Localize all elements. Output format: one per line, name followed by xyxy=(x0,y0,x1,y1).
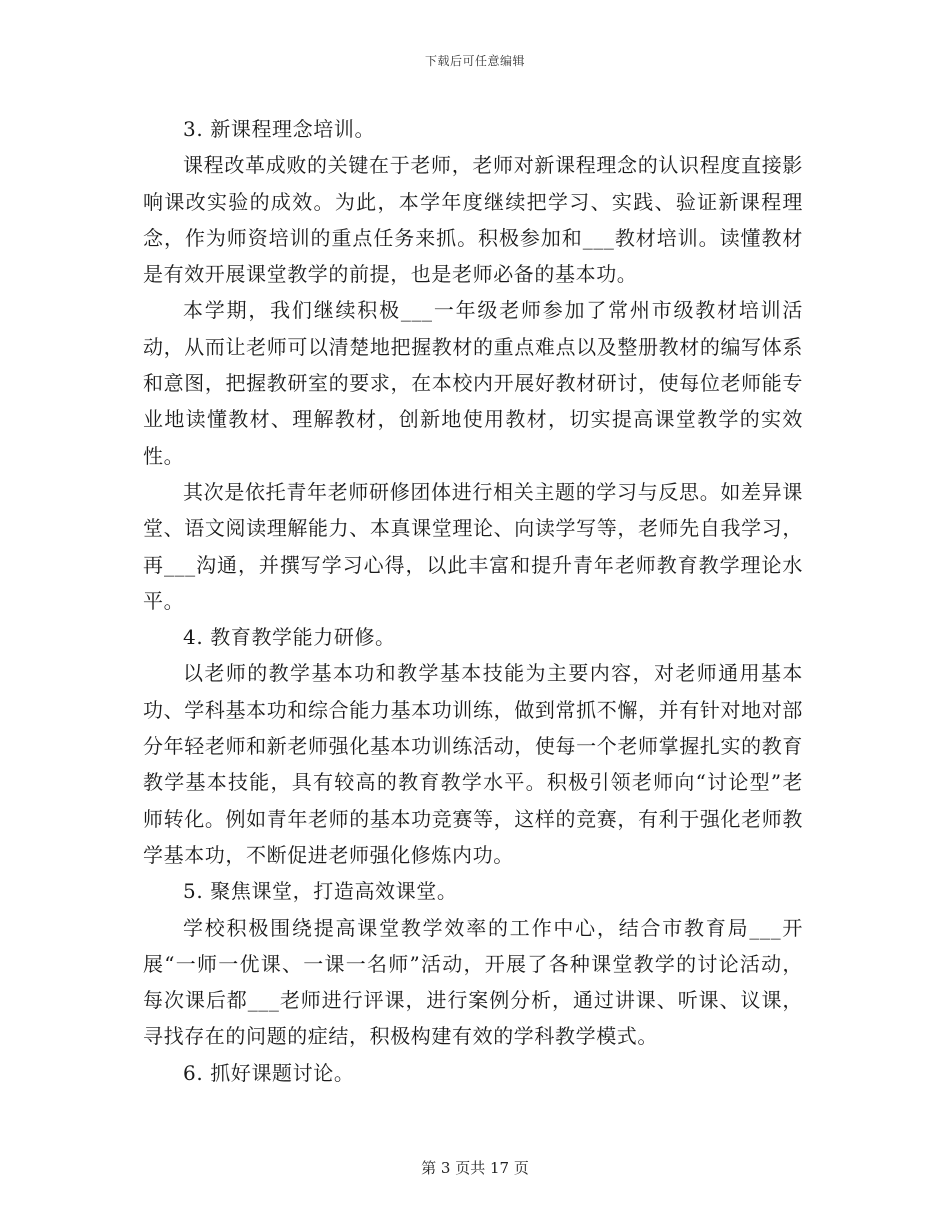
paragraph: 学校积极围绕提高课堂教学效率的工作中心，结合市教育局___开展“一师一优课、一课一名师”活动，开展了各种课堂教学的讨论活动，每次课后都___老师进行评课，进行案例分析，通过讲课、听课、议课，寻找存在的问题的症结，积极构建有效的学科教学模式。 xyxy=(143,915,803,1049)
paragraph-heading-5: 5. 聚焦课堂，打造高效课堂。 xyxy=(183,879,458,904)
paragraph-heading-3: 3. 新课程理念培训。 xyxy=(183,117,376,141)
paragraph-heading-4: 4. 教育教学能力研修。 xyxy=(183,625,396,650)
paragraph: 其次是依托青年老师研修团体进行相关主题的学习与反思。如差异课堂、语文阅读理解能力、本真课堂理论、向读学写等，老师先自我学习，再___沟通，并撰写学习心得，以此丰富和提升青年老师教育教学理论水平。 xyxy=(143,479,803,613)
paragraph: 课程改革成败的关键在于老师，老师对新课程理念的认识程度直接影响课改实验的成效。为此，本学年度继续把学习、实践、验证新课程理念，作为师资培训的重点任务来抓。积极参加和___教材培训。读懂教材是有效开展课堂教学的前提，也是老师必备的基本功。 xyxy=(143,153,803,287)
page-number: 第 3 页共 17 页 xyxy=(421,1159,529,1177)
page-header: 下载后可任意编辑 xyxy=(424,54,525,68)
paragraph-heading-6: 6. 抓好课题讨论。 xyxy=(183,1060,355,1085)
paragraph: 以老师的教学基本功和教学基本技能为主要内容，对老师通用基本功、学科基本功和综合能力基本功训练，做到常抓不懈，并有针对地对部分年轻老师和新老师强化基本功训练活动，使每一个老师掌握扎实的教育教学基本技能，具有较高的教育教学水平。积极引领老师向“讨论型”老师转化。例如青年老师的基本功竞赛等，这样的竞赛，有利于强化老师教学基本功，不断促进老师强化修炼内功。 xyxy=(143,661,803,867)
document-body xyxy=(143,111,803,1091)
paragraph: 本学期，我们继续积极___一年级老师参加了常州市级教材培训活动，从而让老师可以清楚地把握教材的重点难点以及整册教材的编写体系和意图，把握教研室的要求，在本校内开展好教材研讨，使每位老师能专业地读懂教材、理解教材，创新地使用教材，切实提高课堂教学的实效性。 xyxy=(143,298,803,468)
